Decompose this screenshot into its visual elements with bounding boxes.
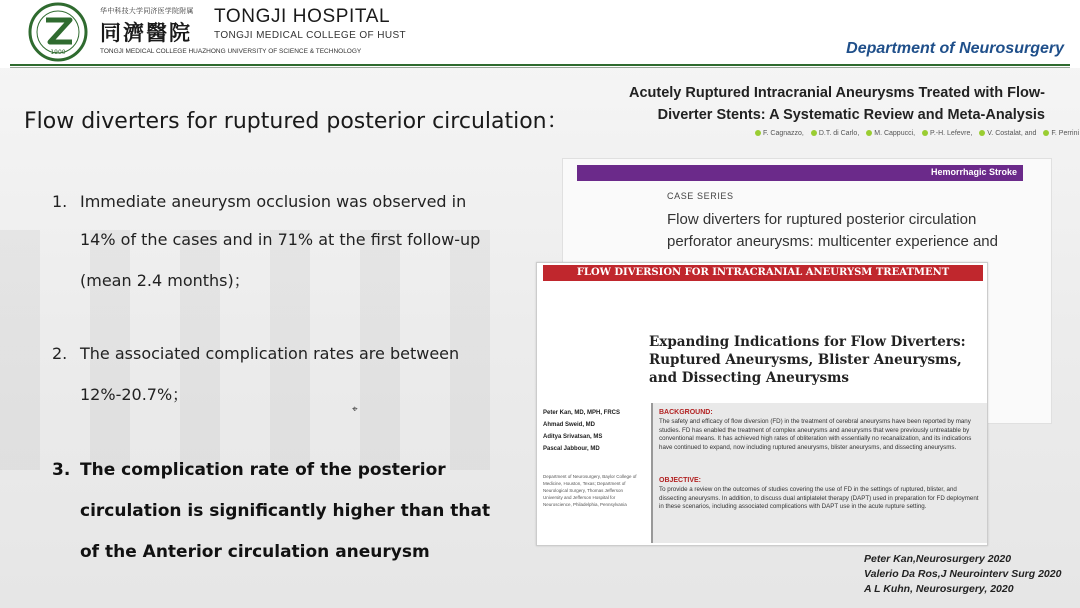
paper3-abstract <box>651 403 987 543</box>
slide-title: Flow diverters for ruptured posterior circulation： <box>24 109 569 134</box>
orcid-icon <box>755 130 761 136</box>
hospital-cn-name: 同濟醫院 <box>100 20 192 45</box>
bullet-line: 12%-20.7%； <box>80 385 189 404</box>
reference-item: A L Kuhn, Neurosurgery, 2020 <box>864 583 1014 595</box>
paper1-author: F. Perrini <box>1051 130 1080 137</box>
orcid-icon <box>811 130 817 136</box>
bullet-line: The associated complication rates are between <box>80 344 460 363</box>
reference-item: Valerio Da Ros,J Neurointerv Surg 2020 <box>864 568 1062 580</box>
paper2-title: Flow diverters for ruptured posterior circulation perforator aneurysms: multicenter experience and <box>667 211 998 250</box>
paper3-author: Pascal Jabbour, MD <box>543 446 600 452</box>
bullet-line: (mean 2.4 months)； <box>80 271 250 290</box>
hospital-cn-block <box>100 6 194 47</box>
paper1-authors <box>750 130 1080 137</box>
orcid-icon <box>979 130 985 136</box>
orcid-icon <box>866 130 872 136</box>
hospital-subtitle-full: TONGJI MEDICAL COLLEGE HUAZHONG UNIVERSITY OF SCIENCE & TECHNOLOGY <box>100 48 362 55</box>
paper1-author: D.T. di Carlo, <box>818 130 860 137</box>
paper3-section-label: FLOW DIVERSION FOR INTRACRANIAL ANEURYSM TREATMENT <box>576 267 950 278</box>
paper1-author: F. Cagnazzo, <box>763 130 804 137</box>
header-divider-thin <box>10 67 1070 68</box>
paper1-author: M. Cappucci, <box>874 130 916 137</box>
header-divider <box>10 64 1070 66</box>
paper3-title: Expanding Indications for Flow Diverters: Ruptured Aneurysms, Blister Aneurysms, and Dissecting Aneurysms <box>649 334 966 386</box>
orcid-icon <box>1043 130 1049 136</box>
department-label: Department of Neurosurgery <box>846 40 1064 57</box>
paper1-author: V. Costalat, and <box>987 130 1037 137</box>
abstract-background-text: The safety and efficacy of flow diversion (FD) in the treatment of cerebral aneurysms have been reported by many studies. FD has enabled the treatment of complex aneurysms and aneurysms that were previously untreatable by conventional means. It has achieved high rates of obliteration with essentially no recanalization, and its indications have continued to expand, now including ruptured aneurysms, blister aneurysms, and dissecting aneurysms. <box>659 418 972 451</box>
reference-item: Peter Kan,Neurosurgery 2020 <box>864 553 1012 565</box>
bullet-line: circulation is significantly higher than that <box>80 501 491 521</box>
bullet-line: of the Anterior circulation aneurysm <box>80 542 430 562</box>
hospital-logo <box>26 2 90 62</box>
paper3-authors <box>543 407 620 455</box>
paper1-title: Acutely Ruptured Intracranial Aneurysms Treated with Flow-Diverter Stents: A Systematic Review and Meta-Analysis <box>628 85 1045 123</box>
references <box>864 552 1061 597</box>
paper3-author: Ahmad Sweid, MD <box>543 422 596 428</box>
bullet-line: The complication rate of the posterior <box>80 460 446 480</box>
bullet-line: 14% of the cases and in 71% at the first follow-up <box>80 230 481 249</box>
paper2-section-bar <box>577 165 1023 181</box>
paper3-author: Peter Kan, MD, MPH, FRCS <box>543 410 621 416</box>
bullet-number: 3. <box>52 460 71 480</box>
bullet-number: 1. <box>52 192 68 211</box>
hospital-subtitle: TONGJI MEDICAL COLLEGE OF HUST <box>214 30 407 41</box>
hospital-cn-small: 华中科技大学同济医学院附属 <box>100 7 194 15</box>
hospital-name: TONGJI HOSPITAL <box>214 6 391 27</box>
orcid-icon <box>922 130 928 136</box>
bullet-number: 2. <box>52 344 68 363</box>
paper1-author: P.-H. Lefevre, <box>930 130 973 137</box>
abstract-objective-text: To provide a review on the outcomes of studies covering the use of FD in the settings of ruptured, blister, and dissecting aneurysms. In addition, to discuss dual antiplatelet therapy (DAPT) used in preparation for FD deployment in these scenarios, including associated complications with DAPT use in the acute rupture setting. <box>659 486 979 511</box>
paper3-author: Aditya Srivatsan, MS <box>543 434 603 440</box>
paper3-screenshot <box>536 262 988 546</box>
mouse-cursor-icon: ⌖ <box>352 404 358 415</box>
logo-year: 1900 <box>50 49 66 56</box>
header <box>0 0 1080 68</box>
paper2-case-label: CASE SERIES <box>667 191 734 201</box>
bullet-line: Immediate aneurysm occlusion was observed in <box>80 192 467 211</box>
abstract-background-label: BACKGROUND: <box>659 409 713 416</box>
paper3-affiliation: Department of Neurosurgery, Baylor College of Medicine, Houston, Texas; Department of Neurological Surgery, Thomas Jefferson University and Jefferson Hospital for Neuroscience, Philadelphia, Pennsylvania <box>543 474 637 507</box>
paper2-section-label: Hemorrhagic Stroke <box>930 167 1017 177</box>
paper3-section-bar <box>543 265 983 281</box>
abstract-objective-label: OBJECTIVE: <box>659 477 702 484</box>
